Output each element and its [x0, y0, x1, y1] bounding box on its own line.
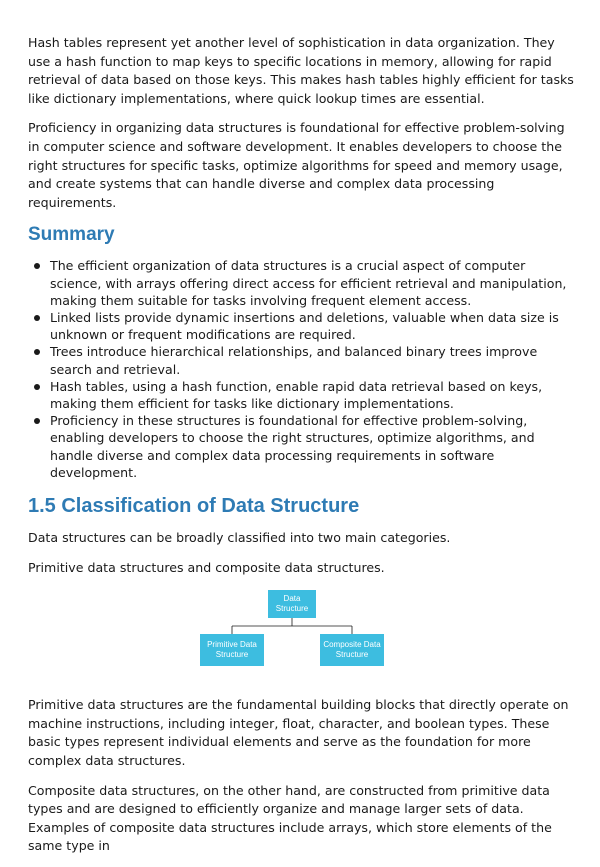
list-item — [28, 412, 576, 481]
list-item — [28, 257, 576, 309]
node-data-structure: Data Structure — [268, 590, 316, 618]
list-item — [28, 378, 576, 412]
paragraph-categories: Primitive data structures and composite data structures. — [28, 559, 385, 575]
bullet-icon — [34, 418, 40, 424]
paragraph-intro: Data structures can be broadly classified into two main categories. — [28, 529, 451, 545]
summary-list — [28, 257, 576, 481]
paragraph-hash-tables: Hash tables represent yet another level of sophistication in data organization. They use a hash function to map keys to specific locations in memory, allowing for rapid retrieval of data based on those keys. This makes hash tables highly efficient for tasks like dictionary implementations, where quick lookup times are essential. — [28, 35, 574, 106]
bullet-text: Proficiency in these structures is foundational for effective problem-solving, enabling developers to choose the right structures, optimize algorithms, and handle diverse and complex data processing requirements in software development. — [50, 413, 535, 480]
list-item — [28, 343, 576, 377]
paragraph-proficiency: Proficiency in organizing data structures is foundational for effective problem-solving in computer science and software development. It enables developers to choose the right structures for specific tasks, optimize algorithms for speed and memory usage, and create systems that can handle diverse and complex data processing requirements. — [28, 120, 565, 210]
bullet-icon — [34, 349, 40, 355]
paragraph-primitive: Primitive data structures are the fundamental building blocks that directly operate on machine instructions, including integer, float, character, and boolean types. These basic types represent individual elements and serve as the foundation for more complex data structures. — [28, 697, 569, 768]
bullet-icon — [34, 315, 40, 321]
bullet-icon — [34, 384, 40, 390]
section-heading: 1.5 Classification of Data Structure — [28, 494, 360, 517]
bullet-icon — [34, 263, 40, 269]
node-primitive-data-structure: Primitive Data Structure — [200, 634, 264, 666]
bullet-text: The efficient organization of data structures is a crucial aspect of computer science, with arrays offering direct access for efficient retrieval and manipulation, making them suitable for tasks involving frequent element access. — [50, 258, 567, 308]
list-item — [28, 309, 576, 343]
paragraph-composite: Composite data structures, on the other hand, are constructed from primitive data types and are designed to efficiently organize and manage larger sets of data. Examples of composite data structures include arrays, which store elements of the same type in — [28, 782, 552, 854]
bullet-text: Linked lists provide dynamic insertions and deletions, valuable when data size is unknown or frequent modifications are required. — [50, 309, 559, 343]
bullet-text: Trees introduce hierarchical relationships, and balanced binary trees improve search and retrieval. — [50, 344, 538, 377]
node-composite-data-structure: Composite Data Structure — [320, 634, 384, 666]
bullet-text: Hash tables, using a hash function, enable rapid data retrieval based on keys, making them efficient for tasks like dictionary implementations. — [50, 378, 543, 411]
classification-diagram — [28, 588, 576, 684]
summary-heading: Summary — [28, 224, 115, 246]
document-page — [28, 34, 576, 867]
